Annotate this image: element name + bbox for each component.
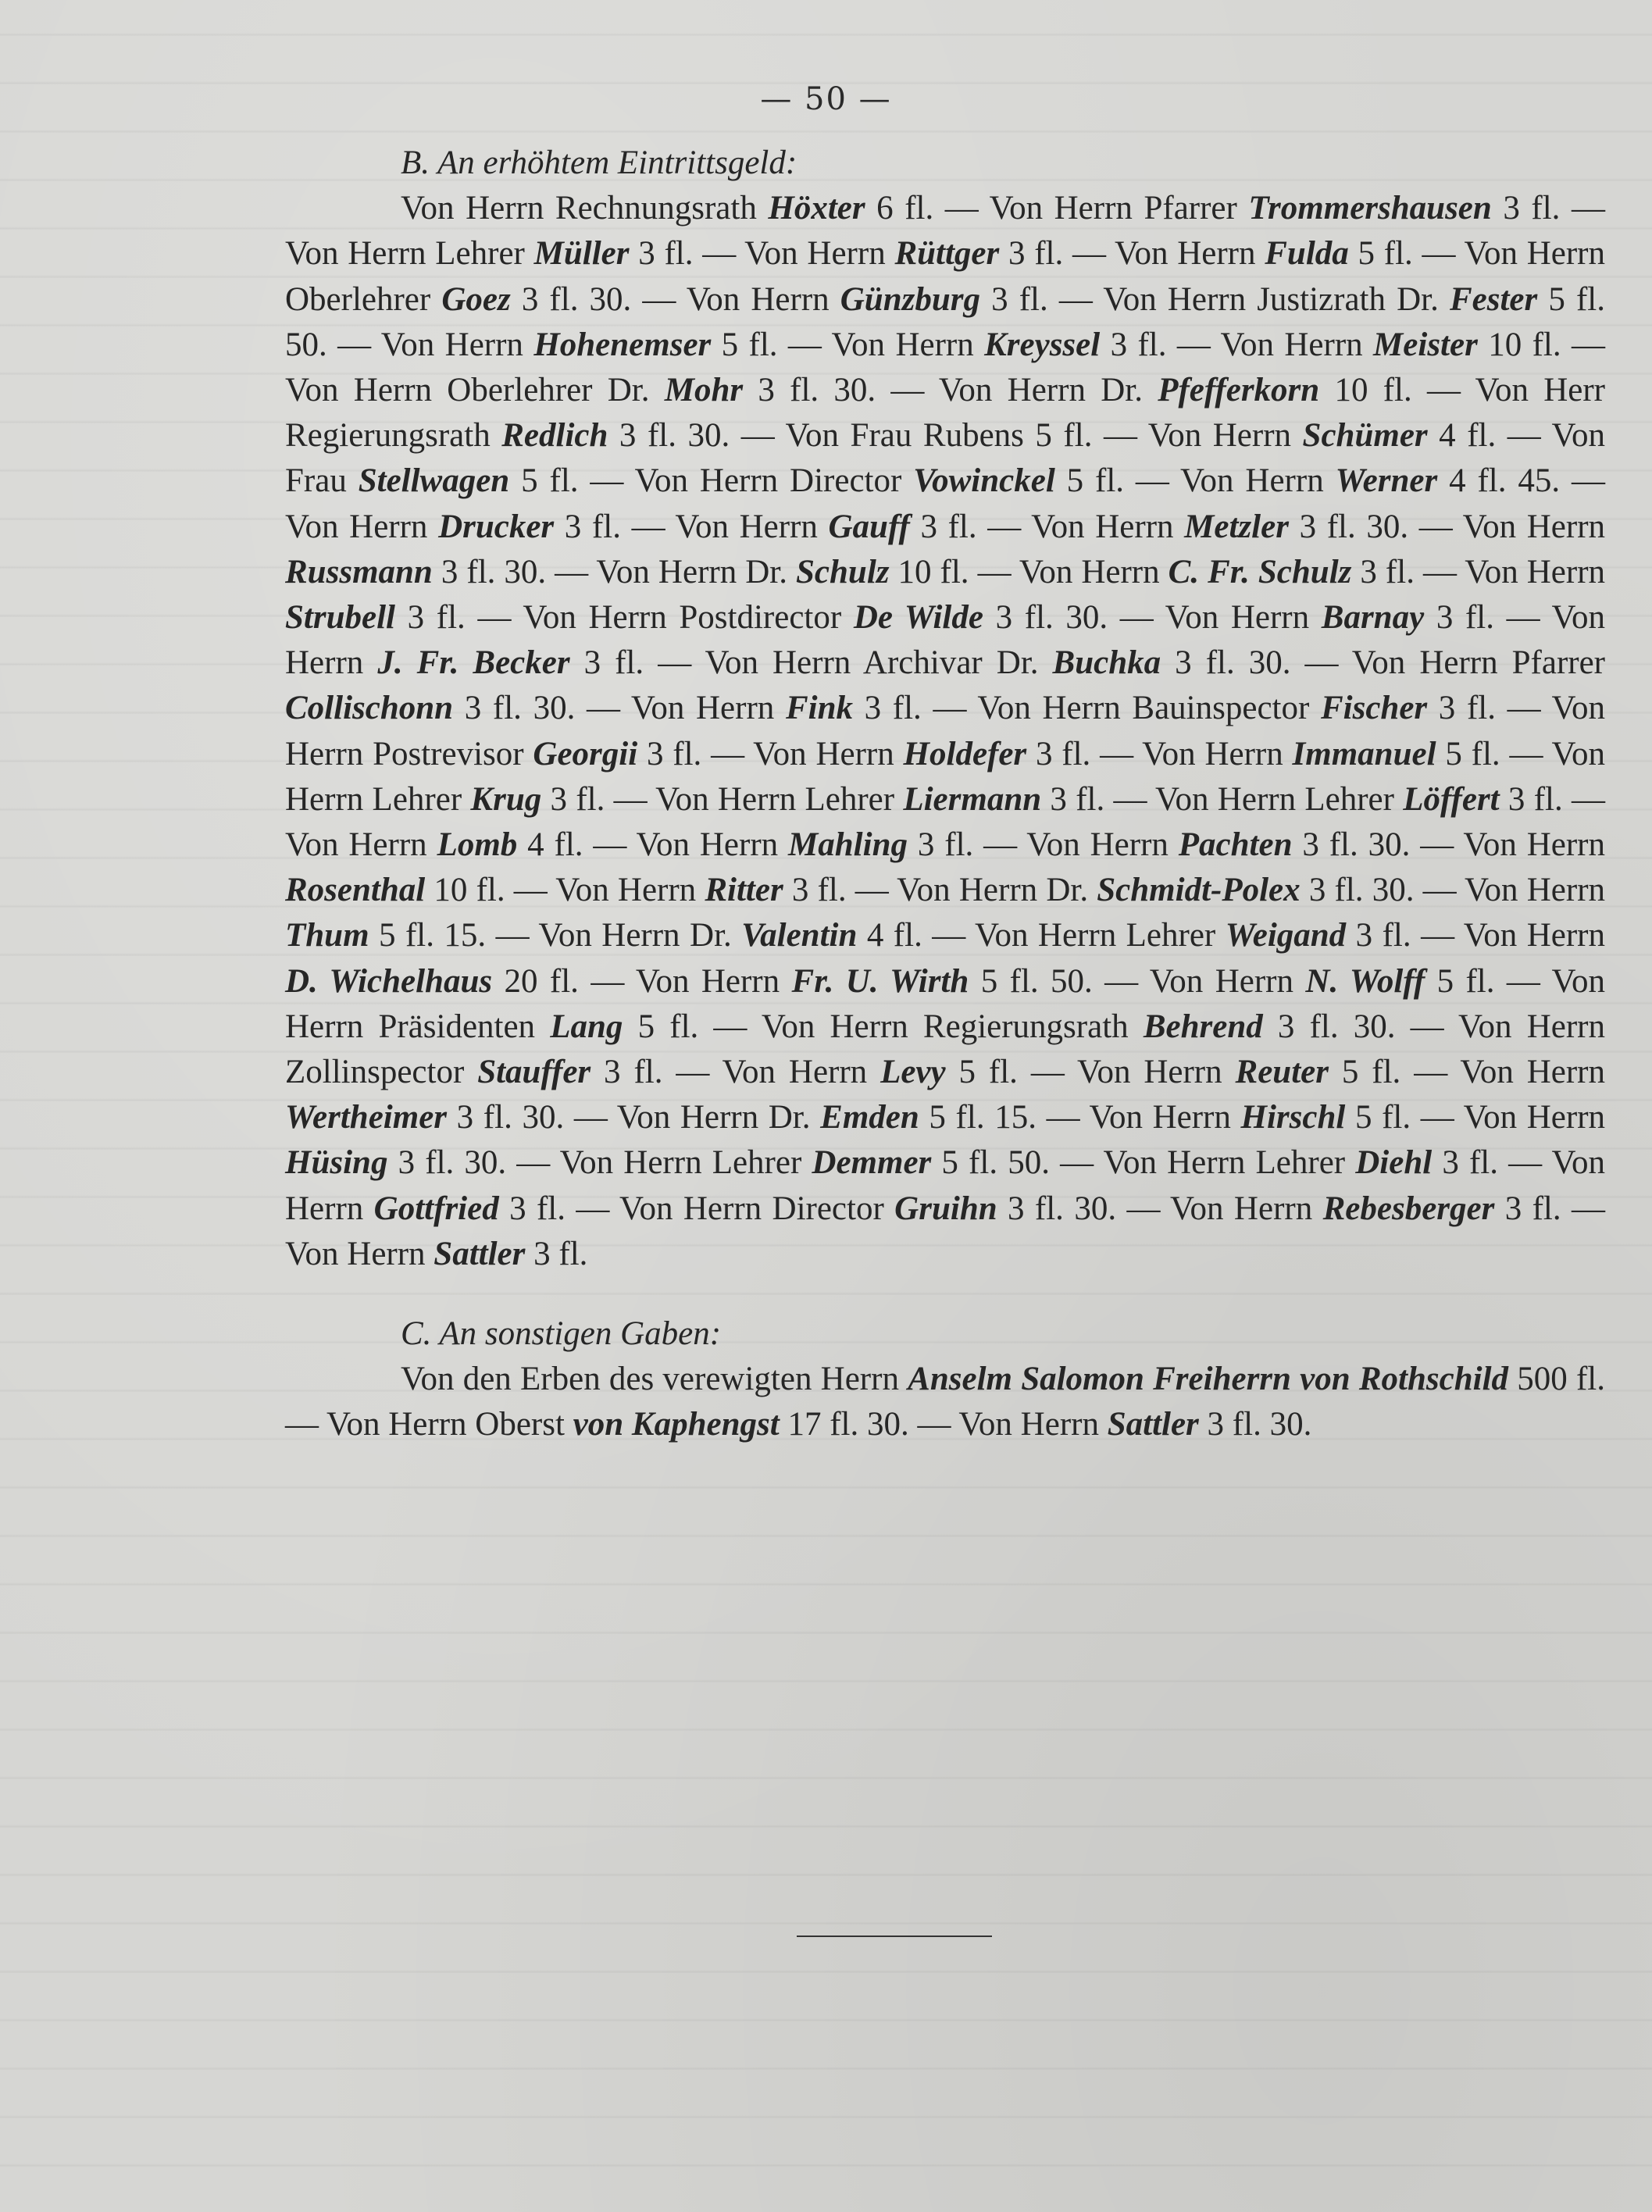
text-run: 4 fl. — Von Herrn Lehrer bbox=[857, 917, 1226, 954]
text-run: 5 fl. — Von Herrn Lehrer bbox=[285, 735, 1606, 818]
text-run: 5 fl. — Von Herrn Director bbox=[509, 462, 914, 500]
text-run: 5 fl. — Von Herrn bbox=[711, 326, 985, 363]
name-italic: Gruihn bbox=[894, 1190, 997, 1227]
text-run: 3 fl. — Von Herrn bbox=[285, 1144, 1605, 1227]
text-run: 3 fl. 30. — Von Herrn Dr. bbox=[432, 553, 796, 590]
name-italic: C. Fr. Schulz bbox=[1168, 553, 1352, 590]
name-italic: Rebesberger bbox=[1322, 1190, 1495, 1227]
text-run: 3 fl. — Von Herrn bbox=[999, 235, 1265, 273]
text-run: 5 fl. 15. — Von Herrn Dr. bbox=[369, 917, 742, 954]
section-c-heading: C. An sonstigen Gaben: bbox=[401, 1315, 722, 1353]
name-italic: Hohenemser bbox=[533, 326, 712, 363]
name-italic: Valentin bbox=[741, 917, 858, 954]
text-run: 3 fl. — Von Herrn bbox=[637, 735, 904, 772]
text-run: 6 fl. — Von Herrn Pfarrer bbox=[865, 190, 1249, 227]
name-italic: Buchka bbox=[1052, 644, 1161, 682]
text-run: 3 fl. — Von Herrn bbox=[1346, 917, 1605, 954]
name-italic: Schümer bbox=[1302, 417, 1428, 455]
name-italic: Günzburg bbox=[840, 280, 981, 318]
name-italic: von Kaphengst bbox=[573, 1406, 780, 1443]
text-run: 3 fl. — Von Herrn Lehrer bbox=[1041, 780, 1404, 818]
name-italic: Ritter bbox=[705, 872, 783, 909]
text-run: 4 fl. 45. — Von Herrn bbox=[285, 462, 1605, 545]
name-italic: Redlich bbox=[501, 417, 608, 455]
text-run: 5 fl. 50. — Von Herrn bbox=[969, 962, 1306, 1000]
text-run: 3 fl. — Von Herrn bbox=[629, 235, 895, 273]
name-italic: De Wilde bbox=[853, 599, 983, 637]
text-run: 3 fl. — Von Herrn bbox=[285, 1190, 1606, 1272]
name-italic: Collischonn bbox=[285, 690, 454, 727]
name-italic: Mahling bbox=[788, 826, 908, 864]
text-run: 3 fl. — Von Herrn bbox=[591, 1054, 881, 1091]
text-run: 3 fl. — Von Herrn bbox=[285, 780, 1605, 864]
text-run: 3 fl. — Von Herrn Justizrath Dr. bbox=[980, 280, 1450, 318]
name-italic: Thum bbox=[285, 917, 369, 954]
text-run: 10 fl. — Von Herrn bbox=[889, 553, 1169, 590]
name-italic: Strubell bbox=[285, 599, 395, 637]
name-italic: Diehl bbox=[1355, 1144, 1433, 1182]
page-number: — 50 — bbox=[760, 81, 892, 117]
name-italic: Demmer bbox=[812, 1144, 932, 1182]
text-run: 3 fl. — Von Herrn bbox=[1100, 326, 1374, 363]
text-run: 3 fl. 30. — Von Herrn Dr. bbox=[743, 372, 1158, 409]
name-italic: Stellwagen bbox=[358, 462, 510, 500]
name-italic: D. Wichelhaus bbox=[285, 962, 493, 1000]
name-italic: Emden bbox=[820, 1099, 919, 1136]
name-italic: Gottfried bbox=[373, 1190, 499, 1227]
name-italic: Fr. U. Wirth bbox=[791, 962, 969, 1000]
name-italic: Hüsing bbox=[285, 1144, 388, 1182]
name-italic: Pfefferkorn bbox=[1158, 372, 1320, 409]
name-italic: Rüttger bbox=[894, 235, 1000, 273]
name-italic: Vowinckel bbox=[913, 462, 1055, 500]
name-italic: Krug bbox=[470, 780, 542, 818]
name-italic: Werner bbox=[1335, 462, 1438, 500]
name-italic: Trommershausen bbox=[1248, 190, 1492, 227]
name-italic: Schulz bbox=[796, 553, 890, 590]
name-italic: Höxter bbox=[768, 190, 865, 227]
text-run: 3 fl. 30. — Von Herrn Pfarrer bbox=[1161, 644, 1606, 682]
text-run: 4 fl. — Von Frau bbox=[285, 417, 1605, 500]
text-run: 3 fl. — Von Herrn Lehrer bbox=[285, 190, 1605, 273]
name-italic: Drucker bbox=[438, 508, 555, 545]
name-italic: Sattler bbox=[1107, 1406, 1199, 1443]
name-italic: Goez bbox=[441, 280, 511, 318]
name-italic: Pachten bbox=[1178, 826, 1293, 864]
text-run: 3 fl. — Von Herrn bbox=[554, 508, 829, 545]
closing-rule bbox=[797, 1936, 992, 1937]
name-italic: Lomb bbox=[437, 826, 518, 864]
text-run: 3 fl. 30. — Von Herrn Dr. bbox=[447, 1099, 821, 1136]
name-italic: Sattler bbox=[434, 1235, 526, 1272]
text-run: 3 fl. — Von Herrn Dr. bbox=[783, 872, 1097, 909]
name-italic: Kreyssel bbox=[984, 326, 1101, 363]
name-italic: Fischer bbox=[1320, 690, 1428, 727]
name-italic: Levy bbox=[880, 1054, 946, 1091]
text-run: 5 fl. — Von Herrn bbox=[1328, 1054, 1606, 1091]
name-italic: Löffert bbox=[1403, 780, 1500, 818]
name-italic: Fester bbox=[1449, 280, 1538, 318]
text-run: 3 fl. — Von Herrn Lehrer bbox=[541, 780, 904, 818]
name-italic: Behrend bbox=[1143, 1008, 1263, 1045]
name-italic: Reuter bbox=[1235, 1054, 1329, 1091]
text-run: 3 fl. 30. bbox=[1198, 1406, 1312, 1443]
name-italic: Holdefer bbox=[903, 735, 1027, 772]
name-italic: Immanuel bbox=[1292, 735, 1436, 772]
section-c-paragraph bbox=[285, 1357, 1605, 1447]
text-run: 3 fl. 30. — Von Herrn Lehrer bbox=[387, 1144, 812, 1182]
name-italic: Stauffer bbox=[477, 1054, 591, 1091]
text-run: 4 fl. — Von Herrn bbox=[517, 826, 789, 864]
text-run: 3 fl. 30. — Von Herrn bbox=[983, 599, 1322, 637]
text-run: 3 fl. — Von Herrn Archivar Dr. bbox=[569, 644, 1053, 682]
text-run: 3 fl. — Von Herrn Postdirector bbox=[395, 599, 854, 637]
name-italic: Meister bbox=[1373, 326, 1478, 363]
name-italic: Weigand bbox=[1225, 917, 1347, 954]
text-run: 3 fl. 30. — Von Herrn bbox=[510, 280, 840, 318]
text-run: 5 fl. 15. — Von Herrn bbox=[919, 1099, 1241, 1136]
text-run: 5 fl. — Von Herrn bbox=[1345, 1099, 1606, 1136]
text-run: 3 fl. 30. — Von Herrn bbox=[1292, 826, 1605, 864]
section-b-heading: B. An erhöhtem Eintrittsgeld: bbox=[401, 144, 797, 181]
text-run: 3 fl. — Von Herrn Bauinspector bbox=[852, 690, 1321, 727]
section-gap bbox=[285, 1277, 1605, 1311]
name-italic: Mohr bbox=[664, 372, 744, 409]
name-italic: Fink bbox=[785, 690, 853, 727]
text-run: Von den Erben des verewigten Herrn bbox=[401, 1361, 908, 1398]
text-run: 10 fl. — Von Herr Regierungsrath bbox=[285, 372, 1606, 455]
text-run: 5 fl. — Von Herrn bbox=[1054, 462, 1336, 500]
name-italic: Gauff bbox=[828, 508, 910, 545]
text-run: 3 fl. 30. — Von Herrn bbox=[997, 1190, 1323, 1227]
page-body bbox=[285, 141, 1605, 1448]
name-italic: Anselm Salomon Freiherrn von Rothschild bbox=[908, 1361, 1509, 1398]
name-italic: Müller bbox=[533, 235, 630, 273]
text-run: 3 fl. — Von Herrn bbox=[908, 826, 1179, 864]
name-italic: Lang bbox=[550, 1008, 623, 1045]
name-italic: Fulda bbox=[1265, 235, 1349, 273]
text-run: Von Herrn Rechnungsrath bbox=[401, 190, 769, 227]
name-italic: Rosenthal bbox=[285, 872, 426, 909]
text-run: 10 fl. — Von Herrn bbox=[425, 872, 705, 909]
name-italic: N. Wolff bbox=[1305, 962, 1425, 1000]
text-run: 5 fl. 50. — Von Herrn bbox=[285, 280, 1605, 363]
text-run: 5 fl. — Von Herrn Regierungsrath bbox=[623, 1008, 1144, 1045]
text-run: 3 fl. 30. — Von Herrn bbox=[453, 690, 786, 727]
text-run: 20 fl. — Von Herrn bbox=[492, 962, 792, 1000]
section-b-paragraph bbox=[285, 186, 1605, 1277]
text-run: 3 fl. 30. — Von Frau Rubens 5 fl. — Von Herrn bbox=[608, 417, 1303, 455]
text-run: 10 fl. — Von Herrn Oberlehrer Dr. bbox=[285, 326, 1605, 409]
name-italic: Hirschl bbox=[1240, 1099, 1346, 1136]
name-italic: J. Fr. Becker bbox=[377, 644, 570, 682]
text-run: 500 fl. — Von Herrn Oberst bbox=[285, 1361, 1606, 1443]
text-run: 3 fl. 30. — Von Herrn Zollinspector bbox=[285, 1008, 1605, 1091]
text-run: 17 fl. 30. — Von Herrn bbox=[779, 1406, 1108, 1443]
text-run: 5 fl. — Von Herrn Oberlehrer bbox=[285, 235, 1605, 318]
text-run: 5 fl. 50. — Von Herrn Lehrer bbox=[931, 1144, 1356, 1182]
name-italic: Georgii bbox=[533, 735, 638, 772]
text-run: 3 fl. — Von Herrn bbox=[285, 599, 1606, 682]
text-run: 5 fl. — Von Herrn Präsidenten bbox=[285, 962, 1606, 1045]
name-italic: Wertheimer bbox=[285, 1099, 448, 1136]
name-italic: Barnay bbox=[1321, 599, 1425, 637]
name-italic: Russmann bbox=[285, 553, 433, 590]
text-run: 3 fl. — Von Herrn bbox=[909, 508, 1185, 545]
text-run: 5 fl. — Von Herrn bbox=[945, 1054, 1236, 1091]
text-run: 3 fl. bbox=[525, 1235, 588, 1272]
text-run: 3 fl. — Von Herrn Postrevisor bbox=[285, 690, 1605, 772]
text-run: 3 fl. — Von Herrn bbox=[1026, 735, 1293, 772]
name-italic: Liermann bbox=[903, 780, 1042, 818]
name-italic: Schmidt-Polex bbox=[1097, 872, 1301, 909]
text-run: 3 fl. — Von Herrn Director bbox=[498, 1190, 895, 1227]
text-run: 3 fl. 30. — Von Herrn bbox=[1288, 508, 1606, 545]
name-italic: Metzler bbox=[1184, 508, 1289, 545]
text-run: 3 fl. — Von Herrn bbox=[1351, 553, 1606, 590]
text-run: 3 fl. 30. — Von Herrn bbox=[1300, 872, 1606, 909]
